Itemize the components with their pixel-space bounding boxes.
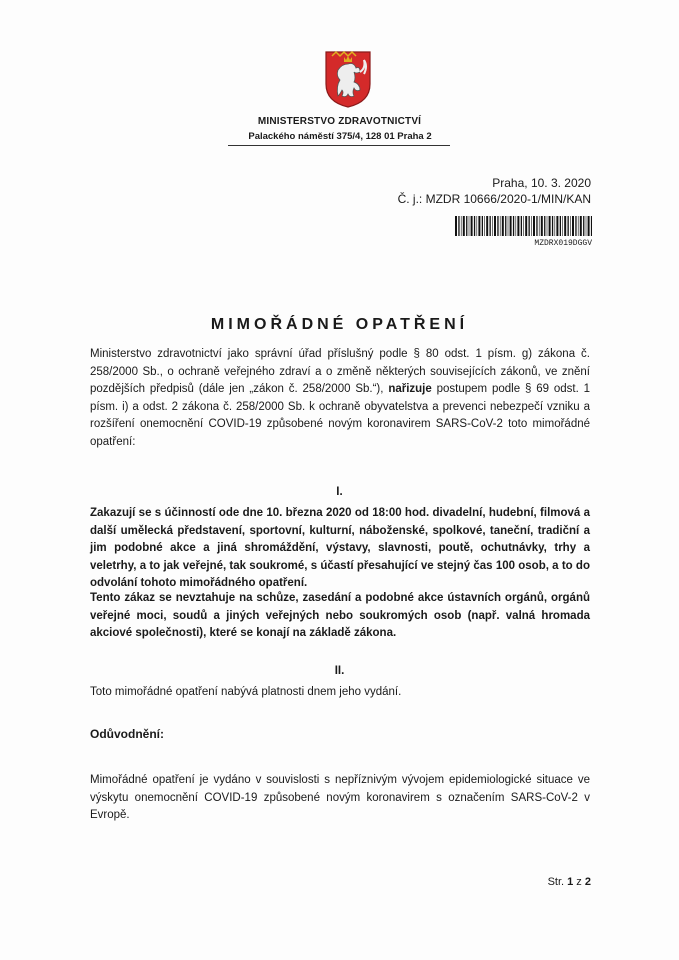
barcode-bar (469, 216, 470, 236)
barcode-bar (516, 216, 517, 236)
barcode-bar (505, 216, 506, 236)
barcode-bar (575, 216, 576, 236)
barcode-bar (591, 216, 592, 236)
barcode-bar (564, 216, 566, 236)
barcode-icon (455, 216, 592, 236)
reference-block (398, 176, 591, 208)
barcode-bar (517, 216, 519, 236)
intro-paragraph (90, 346, 590, 452)
barcode-bar (549, 216, 551, 236)
barcode-bar (572, 216, 574, 236)
barcode-bar (536, 216, 537, 236)
barcode-bar (466, 216, 467, 236)
section-2-text: Toto mimořádné opatření nabývá platnosti dnem jeho vydání. (90, 686, 402, 698)
section-1-paragraph-1: Zakazují se s účinností ode dne 10. března 2020 od 18:00 hod. divadelní, hudební, filmová a další umělecká představení, sportovní, kulturní, náboženské, spolkové, taneční, tradiční a jim podobné akce a jiná shromáždění, výstavy, slavnosti, poutě, ochutnávky, trhy a veletrhy, a to jak veřejné, tak soukromé, s účastí přesahující ve stejný čas 100 osob, a to do odvolání tohoto mimořádného opatření. (90, 507, 590, 590)
barcode-bar (461, 216, 462, 236)
barcode-bar (490, 216, 491, 236)
justification-heading: Odůvodnění: (90, 727, 164, 741)
page-number (548, 876, 591, 888)
barcode-bar (525, 216, 527, 236)
barcode-bar (477, 216, 478, 236)
barcode-bar (562, 216, 563, 236)
barcode-id: MZDRX019DGGV (534, 239, 592, 248)
justification-text: Mimořádné opatření je vydáno v souvislosti s nepříznivým vývojem epidemiologické situace ve výskytu onemocnění COVID-19 způsobené novým koronavirem s označením SARS-CoV-2 v Evropě. (90, 774, 590, 822)
barcode-bar (458, 216, 459, 236)
barcode-bar (478, 216, 480, 236)
barcode-bar (544, 216, 545, 236)
barcode-bar (560, 216, 561, 236)
barcode-bar (494, 216, 496, 236)
barcode-bar (531, 216, 532, 236)
intro-text-part1: Ministerstvo zdravotnictví jako správní úřad příslušný podle § 80 odst. 1 písm. g) zákona č. 258/2000 Sb., o ochraně veřejného zdraví a o změně některých souvisejících zákonů, ve znění pozdějších předpisů (dále jen „zákon č. 258/2000 Sb.“), (90, 348, 590, 396)
page-total: 2 (584, 876, 591, 888)
barcode-bar (556, 216, 558, 236)
barcode-bar (486, 216, 488, 236)
document-title: MIMOŘÁDNÉ OPATŘENÍ (210, 316, 469, 333)
section-2-numeral: II. (334, 665, 345, 677)
intro-text-part2: postupem podle § 69 odst. 1 písm. i) a odst. 2 zákona č. 258/2000 Sb. k ochraně obyvatelstva a prevenci nebezpečí vzniku a rozšíření onemocnění COVID-19 způsobené novým koronavirem SARS-CoV-2 toto mimořádné opatření: (90, 383, 590, 448)
barcode-bar (502, 216, 504, 236)
page-separator: z (573, 876, 585, 888)
barcode-bar (539, 216, 540, 236)
barcode-bar (521, 216, 522, 236)
barcode-bar (547, 216, 548, 236)
section-1-paragraph-2: Tento zákaz se nevztahuje na schůze, zasedání a podobné akce ústavních orgánů, orgánů veřejné moci, soudů a jiných veřejných nebo soukromých osob (např. valná hromada akciové společnosti), které se konají na základě zákona. (90, 592, 590, 640)
barcode-bar (555, 216, 556, 236)
barcode-bar (568, 216, 569, 236)
case-number: Č. j.: MZDR 10666/2020-1/MIN/KAN (397, 192, 591, 206)
barcode-bar (455, 216, 457, 236)
barcode-bar (513, 216, 514, 236)
barcode-bar (583, 216, 584, 236)
barcode-bar (492, 216, 493, 236)
barcode-bar (508, 216, 509, 236)
barcode-bar (471, 216, 473, 236)
section-1-numeral: I. (336, 486, 343, 498)
barcode-bar (578, 216, 579, 236)
place-date: Praha, 10. 3. 2020 (492, 176, 591, 190)
barcode-bar (463, 216, 465, 236)
barcode-bar (482, 216, 483, 236)
barcode-bar (510, 216, 512, 236)
barcode-bar (474, 216, 475, 236)
intro-text-bold: nařizuje (388, 383, 432, 396)
barcode-bar (580, 216, 582, 236)
barcode-bar (570, 216, 571, 236)
barcode-bar (529, 216, 530, 236)
barcode-bar (484, 216, 485, 236)
barcode-bar (586, 216, 587, 236)
barcode-bar (541, 216, 543, 236)
barcode-bar (533, 216, 535, 236)
lion-crest-icon (324, 50, 372, 108)
page-prefix: Str. (547, 876, 568, 888)
ministry-name: MINISTERSTVO ZDRAVOTNICTVÍ (257, 116, 422, 127)
header-divider (228, 145, 450, 146)
ministry-address: Palackého náměstí 375/4, 128 01 Praha 2 (248, 131, 432, 142)
barcode-bar (552, 216, 553, 236)
barcode-bar (523, 216, 524, 236)
barcode-bar (588, 216, 590, 236)
page-current: 1 (567, 876, 574, 888)
barcode-bar (500, 216, 501, 236)
barcode-bar (497, 216, 498, 236)
